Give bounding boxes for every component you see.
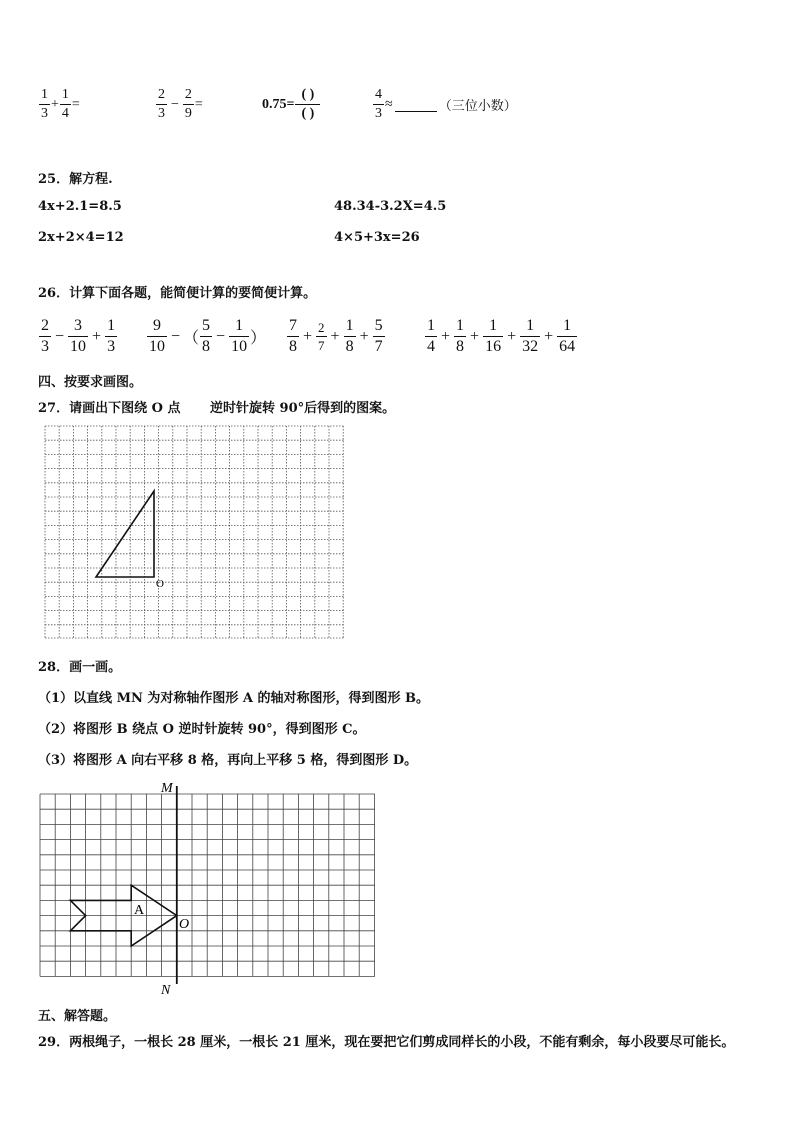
label-o: O (179, 917, 190, 932)
q26-title: 26．计算下面各题，能简便计算的要简便计算。 (38, 286, 317, 301)
label-n: N (161, 983, 171, 998)
numerator: 5 (202, 317, 211, 334)
operator: + (441, 327, 451, 345)
numerator: 3 (74, 317, 83, 334)
numerator: 1 (61, 87, 69, 102)
numerator: 4 (375, 87, 382, 102)
denominator: 10 (231, 338, 248, 355)
q24-expr-3 (262, 88, 321, 121)
operator: + (303, 327, 313, 345)
point-o-label: O (156, 578, 164, 590)
numerator-blank[interactable]: ( ) (301, 87, 315, 102)
numerator: 1 (456, 317, 465, 334)
denominator: 3 (107, 338, 116, 355)
label-a: A (134, 903, 145, 918)
numerator: 2 (184, 87, 192, 102)
numerator: 1 (427, 317, 435, 334)
denominator: 64 (559, 338, 576, 355)
denominator: 10 (149, 338, 165, 355)
denominator: 8 (289, 338, 297, 355)
dotted-grid (45, 426, 345, 638)
q28-step-3: （3）将图形 A 向右平移 8 格，再向上平移 5 格，得到图形 D。 (38, 753, 418, 768)
numerator: 1 (489, 317, 498, 334)
q24-expr-1 (38, 88, 80, 121)
decimal-left: 0.75= (262, 96, 295, 112)
numerator: 1 (107, 317, 116, 334)
denominator: 3 (158, 106, 165, 121)
q25-eq1: 4x+2.1=8.5 (38, 199, 122, 214)
q28-step-1: （1）以直线 MN 为对称轴作图形 A 的轴对称图形，得到图形 B。 (38, 691, 430, 706)
denominator: 7 (318, 338, 325, 353)
q28-step-2: （2）将图形 B 绕点 O 逆时针旋转 90°，得到图形 C。 (38, 722, 366, 737)
q25-title: 25．解方程. (38, 172, 113, 187)
numerator: 1 (345, 317, 354, 334)
operator: + (359, 327, 369, 345)
denominator-blank[interactable]: ( ) (295, 104, 320, 121)
q26-expr-3 (286, 318, 386, 355)
operator: − (55, 327, 65, 345)
q27-title-part-a: 27．请画出下图绕 O 点 (38, 401, 181, 416)
operator: + (51, 96, 59, 112)
operator: − (171, 327, 181, 345)
three-decimals-note: （三位小数） (438, 99, 517, 114)
denominator: 8 (202, 338, 211, 355)
q26-expr-4 (424, 318, 578, 355)
q29-text: 29．两根绳子，一根长 28 厘米，一根长 21 厘米，现在要把它们剪成同样长的小段，不能有剩余，每小段要尽可能长。 (38, 1035, 735, 1050)
denominator: 9 (184, 106, 192, 121)
denominator: 4 (427, 338, 435, 355)
denominator: 7 (374, 338, 383, 355)
numerator: 1 (563, 317, 572, 334)
q27-title-part-b: 逆时针旋转 90°后得到的图案。 (210, 401, 396, 416)
operator: − (216, 327, 226, 345)
numerator: 2 (318, 320, 325, 335)
denominator: 10 (70, 338, 87, 355)
q26-expr-1 (38, 318, 118, 355)
operator: + (330, 327, 340, 345)
denominator: 3 (41, 338, 49, 355)
operator: + (507, 327, 517, 345)
q25-eq2: 48.34-3.2X=4.5 (334, 199, 447, 214)
equals: = (194, 96, 203, 112)
denominator: 3 (41, 106, 48, 121)
approx-sign: ≈ (385, 96, 393, 112)
numerator: 2 (41, 317, 49, 334)
denominator: 8 (456, 338, 465, 355)
right-paren: ） (250, 330, 267, 347)
denominator: 32 (522, 338, 539, 355)
label-m: M (161, 781, 173, 796)
q25-eq4: 4×5+3x=26 (334, 230, 420, 245)
denominator: 4 (61, 106, 69, 121)
q24-expr-2 (155, 88, 203, 121)
equals: = (71, 96, 80, 112)
q28-grid-figure[interactable] (30, 776, 390, 998)
denominator: 8 (345, 338, 354, 355)
operator: + (470, 327, 480, 345)
operator: + (544, 327, 554, 345)
operator: − (171, 96, 179, 112)
q27-grid-figure[interactable] (44, 425, 346, 639)
numerator: 2 (158, 87, 165, 102)
q24-expr-4 (372, 88, 517, 121)
numerator: 7 (289, 317, 297, 334)
answer-blank[interactable] (395, 97, 437, 112)
numerator: 5 (374, 317, 383, 334)
numerator: 1 (235, 317, 244, 334)
right-triangle (96, 491, 154, 577)
denominator: 3 (375, 106, 382, 121)
operator: + (92, 327, 102, 345)
numerator: 1 (526, 317, 535, 334)
numerator: 9 (153, 317, 161, 334)
denominator: 16 (485, 338, 502, 355)
numerator: 1 (41, 87, 48, 102)
square-grid (40, 794, 375, 976)
section-5-heading: 五、解答题。 (38, 1009, 117, 1024)
q26-expr-2 (146, 318, 266, 355)
section-4-heading: 四、按要求画图。 (38, 375, 143, 390)
left-paren: （ (183, 330, 200, 347)
q28-title: 28．画一画。 (38, 660, 122, 675)
q25-eq3: 2x+2×4=12 (38, 230, 124, 245)
